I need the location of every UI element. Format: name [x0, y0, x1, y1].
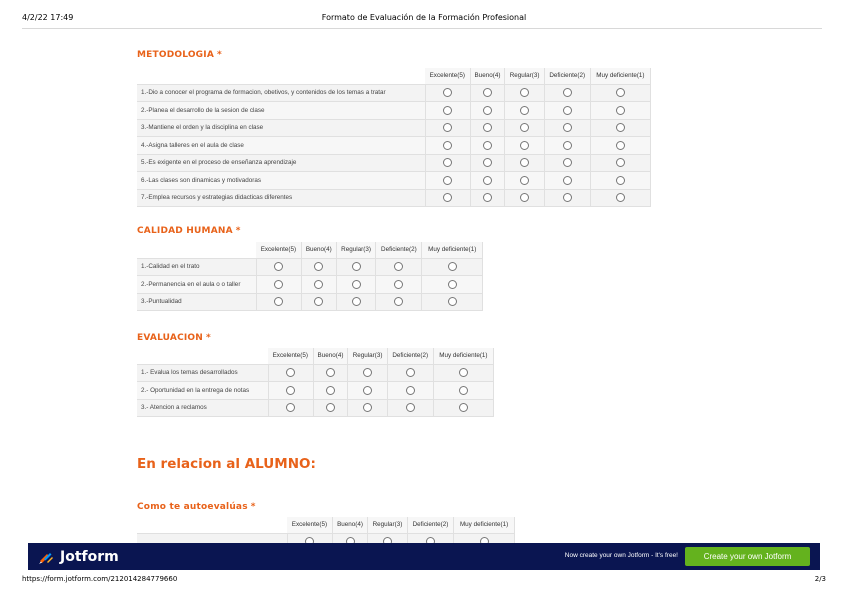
rating-radio[interactable]: [363, 368, 372, 377]
row-label: 5.-Es exigente en el proceso de enseñanza aprendizaje: [137, 154, 425, 172]
radio-cell: [256, 276, 301, 294]
rating-radio[interactable]: [286, 386, 295, 395]
radio-cell: [470, 119, 505, 137]
section-title-autoevaluas: [137, 502, 256, 512]
radio-cell: [433, 364, 493, 382]
rating-radio[interactable]: [563, 141, 572, 150]
rating-radio[interactable]: [563, 88, 572, 97]
rating-radio[interactable]: [394, 297, 403, 306]
radio-cell: [268, 399, 313, 417]
section-title-text: METODOLOGIA: [137, 50, 214, 60]
row-label: 4.-Asigna talleres en el aula de clase: [137, 137, 425, 155]
radio-cell: [470, 84, 505, 102]
jotform-tagline: Now create your own Jotform - It's free!: [564, 552, 678, 559]
radio-cell: [425, 137, 470, 155]
radio-cell: [376, 293, 422, 311]
jotform-banner: [28, 543, 820, 570]
rating-radio[interactable]: [274, 262, 283, 271]
radio-cell: [425, 154, 470, 172]
radio-cell: [268, 382, 313, 400]
rating-radio[interactable]: [616, 176, 625, 185]
matrix-calidad-humana: [137, 242, 483, 311]
section-title-evaluacion: [137, 333, 211, 343]
print-url: https://form.jotform.com/212014284779660: [22, 575, 178, 583]
row-label: 2.- Oportunidad en la entrega de notas: [137, 382, 268, 400]
row-label: 3.- Atencion a reclamos: [137, 399, 268, 417]
matrix-row: [137, 364, 494, 382]
column-header: Excelente(5): [268, 348, 313, 364]
rating-radio[interactable]: [352, 262, 361, 271]
rating-radio[interactable]: [443, 193, 452, 202]
radio-cell: [348, 399, 387, 417]
matrix-row: [137, 258, 483, 276]
radio-cell: [313, 382, 348, 400]
matrix-row: [137, 382, 494, 400]
print-page-number: 2/3: [814, 575, 826, 583]
radio-cell: [387, 382, 433, 400]
matrix-header-row: [137, 242, 483, 258]
column-header: Muy deficiente(1): [454, 517, 515, 533]
rating-radio[interactable]: [394, 262, 403, 271]
matrix-header-row: [137, 68, 651, 84]
rating-radio[interactable]: [520, 88, 529, 97]
row-label: 3.-Puntualidad: [137, 293, 256, 311]
rating-radio[interactable]: [563, 193, 572, 202]
rating-radio[interactable]: [443, 88, 452, 97]
section-title-text: CALIDAD HUMANA: [137, 226, 233, 236]
matrix-row: [137, 293, 483, 311]
column-header: Regular(3): [348, 348, 387, 364]
rating-radio[interactable]: [326, 403, 335, 412]
matrix-corner: [137, 348, 268, 364]
rating-radio[interactable]: [406, 386, 415, 395]
radio-cell: [590, 172, 650, 190]
radio-cell: [505, 189, 544, 207]
radio-cell: [544, 137, 590, 155]
rating-radio[interactable]: [443, 123, 452, 132]
radio-cell: [336, 276, 375, 294]
required-mark: *: [250, 502, 256, 512]
column-header: Excelente(5): [425, 68, 470, 84]
column-header: Bueno(4): [313, 348, 348, 364]
radio-cell: [505, 137, 544, 155]
radio-cell: [470, 154, 505, 172]
rating-radio[interactable]: [616, 193, 625, 202]
radio-cell: [590, 102, 650, 120]
rating-radio[interactable]: [326, 368, 335, 377]
rating-radio[interactable]: [443, 141, 452, 150]
rating-radio[interactable]: [363, 386, 372, 395]
column-header: Bueno(4): [332, 517, 367, 533]
radio-cell: [422, 293, 483, 311]
rating-radio[interactable]: [286, 368, 295, 377]
rating-radio[interactable]: [352, 280, 361, 289]
rating-radio[interactable]: [314, 280, 323, 289]
rating-radio[interactable]: [520, 123, 529, 132]
radio-cell: [313, 399, 348, 417]
rating-radio[interactable]: [520, 193, 529, 202]
rating-radio[interactable]: [616, 158, 625, 167]
row-label: 1.- Evalua los temas desarrollados: [137, 364, 268, 382]
row-label: 3.-Mantiene el orden y la disciplina en clase: [137, 119, 425, 137]
radio-cell: [544, 189, 590, 207]
rating-radio[interactable]: [616, 106, 625, 115]
radio-cell: [505, 154, 544, 172]
radio-cell: [505, 119, 544, 137]
rating-radio[interactable]: [563, 176, 572, 185]
column-header: Excelente(5): [256, 242, 301, 258]
print-header: [22, 13, 826, 27]
create-jotform-button[interactable]: Create your own Jotform: [685, 547, 810, 566]
radio-cell: [422, 258, 483, 276]
rating-radio[interactable]: [363, 403, 372, 412]
column-header: Regular(3): [505, 68, 544, 84]
radio-cell: [268, 364, 313, 382]
matrix-row: [137, 119, 651, 137]
matrix-evaluacion: [137, 348, 494, 417]
matrix-corner: [137, 68, 425, 84]
rating-radio[interactable]: [520, 158, 529, 167]
rating-radio[interactable]: [443, 158, 452, 167]
jotform-pencil-icon: [38, 549, 54, 565]
radio-cell: [544, 154, 590, 172]
column-header: Deficiente(2): [376, 242, 422, 258]
matrix-row: [137, 172, 651, 190]
section-title-text: EVALUACION: [137, 333, 204, 343]
radio-cell: [470, 137, 505, 155]
rating-radio[interactable]: [326, 386, 335, 395]
rating-radio[interactable]: [448, 262, 457, 271]
rating-radio[interactable]: [520, 176, 529, 185]
column-header: Regular(3): [336, 242, 375, 258]
rating-radio[interactable]: [616, 141, 625, 150]
radio-cell: [348, 382, 387, 400]
matrix-header-row: [137, 348, 494, 364]
radio-cell: [470, 189, 505, 207]
rating-radio[interactable]: [286, 403, 295, 412]
rating-radio[interactable]: [274, 280, 283, 289]
required-mark: *: [216, 50, 222, 60]
rating-radio[interactable]: [483, 141, 492, 150]
column-header: Muy deficiente(1): [433, 348, 493, 364]
radio-cell: [470, 102, 505, 120]
rating-radio[interactable]: [520, 106, 529, 115]
radio-cell: [425, 84, 470, 102]
column-header: Excelente(5): [287, 517, 332, 533]
radio-cell: [544, 84, 590, 102]
radio-cell: [590, 189, 650, 207]
radio-cell: [425, 189, 470, 207]
radio-cell: [387, 364, 433, 382]
matrix-row: [137, 137, 651, 155]
rating-radio[interactable]: [563, 106, 572, 115]
radio-cell: [422, 276, 483, 294]
print-title: Formato de Evaluación de la Formación Profesional: [321, 13, 527, 22]
section-title-text: Como te autoevalúas: [137, 502, 248, 512]
radio-cell: [505, 172, 544, 190]
radio-cell: [425, 119, 470, 137]
column-header: Deficiente(2): [407, 517, 453, 533]
radio-cell: [544, 172, 590, 190]
radio-cell: [590, 154, 650, 172]
radio-cell: [433, 399, 493, 417]
print-footer: [22, 575, 826, 587]
rating-radio[interactable]: [483, 158, 492, 167]
radio-cell: [590, 119, 650, 137]
column-header: Deficiente(2): [544, 68, 590, 84]
radio-cell: [376, 276, 422, 294]
rating-radio[interactable]: [520, 141, 529, 150]
column-header: Muy deficiente(1): [422, 242, 483, 258]
radio-cell: [470, 172, 505, 190]
rating-radio[interactable]: [483, 106, 492, 115]
matrix-metodologia: [137, 68, 651, 207]
rating-radio[interactable]: [448, 280, 457, 289]
row-label: 6.-Las clases son dinamicas y motivadoras: [137, 172, 425, 190]
matrix-row: [137, 84, 651, 102]
radio-cell: [348, 364, 387, 382]
rating-radio[interactable]: [314, 297, 323, 306]
radio-cell: [425, 102, 470, 120]
radio-cell: [376, 258, 422, 276]
column-header: Regular(3): [368, 517, 408, 533]
rating-radio[interactable]: [563, 123, 572, 132]
rating-radio[interactable]: [483, 193, 492, 202]
rating-radio[interactable]: [483, 123, 492, 132]
radio-cell: [336, 258, 375, 276]
matrix-header-row: [137, 517, 515, 533]
rating-radio[interactable]: [483, 176, 492, 185]
row-label: 2.-Permanencia en el aula o o taller: [137, 276, 256, 294]
radio-cell: [256, 293, 301, 311]
radio-cell: [590, 84, 650, 102]
matrix-row: [137, 102, 651, 120]
rating-radio[interactable]: [563, 158, 572, 167]
rating-radio[interactable]: [443, 176, 452, 185]
header-divider: [22, 28, 822, 29]
radio-cell: [387, 399, 433, 417]
rating-radio[interactable]: [352, 297, 361, 306]
column-header: Bueno(4): [301, 242, 336, 258]
matrix-corner: [137, 517, 287, 533]
radio-cell: [590, 137, 650, 155]
rating-radio[interactable]: [274, 297, 283, 306]
column-header: Deficiente(2): [387, 348, 433, 364]
row-label: 1.-Calidad en el trato: [137, 258, 256, 276]
required-mark: *: [235, 226, 241, 236]
column-header: Muy deficiente(1): [590, 68, 650, 84]
matrix-row: [137, 154, 651, 172]
rating-radio[interactable]: [443, 106, 452, 115]
rating-radio[interactable]: [406, 403, 415, 412]
radio-cell: [301, 276, 336, 294]
radio-cell: [433, 382, 493, 400]
rating-radio[interactable]: [314, 262, 323, 271]
rating-radio[interactable]: [483, 88, 492, 97]
radio-cell: [505, 84, 544, 102]
radio-cell: [544, 102, 590, 120]
radio-cell: [425, 172, 470, 190]
matrix-row: [137, 276, 483, 294]
radio-cell: [336, 293, 375, 311]
rating-radio[interactable]: [394, 280, 403, 289]
matrix-row: [137, 399, 494, 417]
row-label: 2.-Planea el desarrollo de la sesion de clase: [137, 102, 425, 120]
rating-radio[interactable]: [459, 403, 468, 412]
section-title-calidad-humana: [137, 226, 241, 236]
jotform-logo[interactable]: [38, 548, 119, 566]
print-date: 4/2/22 17:49: [22, 13, 74, 22]
radio-cell: [256, 258, 301, 276]
rating-radio[interactable]: [616, 88, 625, 97]
rating-radio[interactable]: [459, 386, 468, 395]
radio-cell: [544, 119, 590, 137]
radio-cell: [505, 102, 544, 120]
row-label: 1.-Dio a conocer el programa de formacion, obetivos, y contenidos de los temas a tratar: [137, 84, 425, 102]
rating-radio[interactable]: [406, 368, 415, 377]
jotform-logo-text: Jotform: [60, 549, 119, 565]
row-label: 7.-Emplea recursos y estrategias didacticas diferentes: [137, 189, 425, 207]
matrix-corner: [137, 242, 256, 258]
required-mark: *: [206, 333, 211, 343]
rating-radio[interactable]: [459, 368, 468, 377]
rating-radio[interactable]: [616, 123, 625, 132]
radio-cell: [301, 258, 336, 276]
alumno-heading: En relacion al ALUMNO:: [137, 456, 316, 472]
matrix-row: [137, 189, 651, 207]
radio-cell: [313, 364, 348, 382]
column-header: Bueno(4): [470, 68, 505, 84]
radio-cell: [301, 293, 336, 311]
section-title-metodologia: [137, 50, 222, 60]
rating-radio[interactable]: [448, 297, 457, 306]
